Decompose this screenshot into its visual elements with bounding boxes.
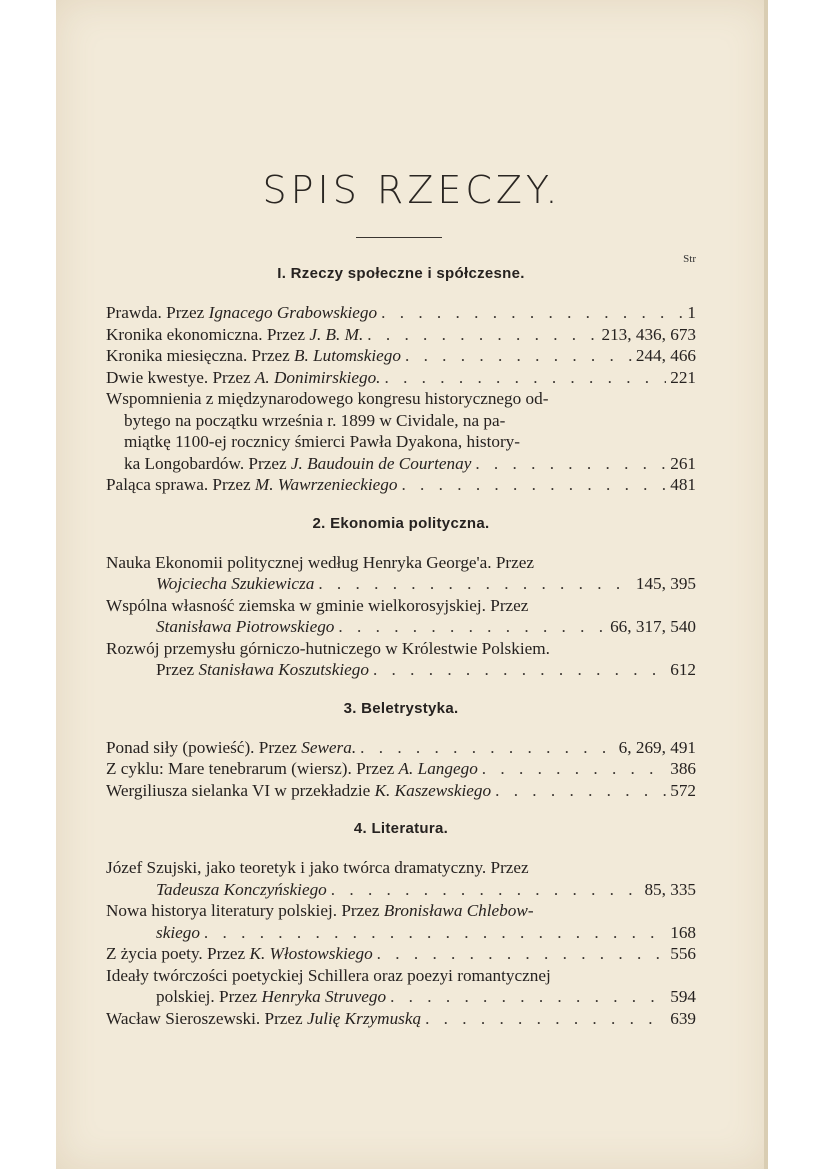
toc-entry [106,302,696,324]
page-number: 639 [670,1008,696,1028]
toc-entry [106,900,696,943]
entry-text: bytego na początku września r. 1899 w Cividale, na pa- [124,410,506,430]
entry-text [156,573,314,595]
entry-author: A. Langego [398,759,478,778]
toc-line [106,345,696,367]
page-number: 145, 395 [635,574,696,593]
toc-line [106,410,696,432]
leader-dots [338,616,606,638]
leader-dots [425,1008,666,1030]
toc-entry [106,552,696,595]
page-column-label: Str [683,253,696,265]
toc-entry [106,758,696,780]
entry-author: M. Wawrzenieckiego [254,475,398,494]
toc-line [106,1008,696,1030]
page-number: 594 [670,987,696,1006]
toc-line [106,659,696,681]
title-rule [356,237,442,238]
page-number: 612 [670,660,696,679]
entry-text: Z cyklu: Mare tenebrarum (wiersz). Przez A. Langego [106,759,478,778]
section-heading: 3. Beletrystyka. [343,699,459,717]
page-number: 556 [670,944,696,963]
entry-author: B. Lutomskiego [294,346,401,365]
page-number: 221 [670,367,696,387]
toc-line [106,879,696,901]
entry-author: Tadeusza Konczyńskiego [156,879,327,899]
entry-text: Wspólna własność ziemska w gminie wielkorosyjskiej. Przez [106,595,529,615]
section-heading: I. Rzeczy społeczne i spółczesne. [277,265,525,282]
entry-text: Wspomnienia z międzynarodowego kongresu historycznego od- [106,389,549,408]
toc-line [106,943,696,965]
entry-text: Przez Stanisława Koszutskiego [156,660,369,679]
entry-text: Nauka Ekonomii politycznej według Henryka George'a. Przez [106,552,535,572]
toc-line [106,922,696,944]
page-number: 6, 269, 491 [618,737,696,757]
entry-text: Prawda. Przez Ignacego Grabowskiego [106,303,378,322]
section-gap [106,681,696,695]
toc-line [106,737,696,759]
page-number: 85, 335 [644,879,696,899]
toc-entry [106,595,696,638]
page-number: 481 [670,475,696,494]
section-heading: 4. Literatura. [353,820,449,837]
section-gap [106,801,696,815]
page-number: 572 [670,780,696,800]
entry-text: Józef Szujski, jako teoretyk i jako twórca dramatyczny. Przez [106,858,529,877]
leader-dots [405,345,632,367]
entry-author: Henryka Struvego [261,987,387,1006]
page-number: 213, 436, 673 [601,324,696,344]
section-gap [106,1029,696,1043]
leader-dots [475,453,666,475]
page-number: 386 [670,759,696,778]
toc-entry [106,388,696,474]
entry-text: polskiej. Przez Henryka Struvego [156,987,387,1006]
entry-text: Ponad siły (powieść). Przez Sewera. [106,737,357,757]
leader-dots [401,474,666,496]
page-number: 261 [670,453,696,473]
leader-dots [384,367,666,389]
page-title: SPIS RZECZY. [262,168,562,212]
entry-author: Stanisława Piotrowskiego [156,617,335,636]
entry-text: Dwie kwestye. Przez A. Donimirskiego. [106,367,381,387]
leader-dots [377,943,667,965]
toc-line [106,857,696,879]
entry-author: K. Włostowskiego [249,944,373,963]
toc-sections [106,264,696,1043]
leader-dots [331,879,641,901]
entry-author: Wojciecha Szukiewicza [156,574,315,593]
entry-author: A. Donimirskiego. [254,367,381,387]
entry-author: J. B. M. [309,324,364,344]
section-heading: 2. Ekonomia polityczna. [312,514,490,532]
entry-author: skiego [156,922,200,942]
entry-author: Stanisława Koszutskiego [198,660,369,679]
toc-line [106,616,696,638]
table-of-contents [106,252,696,1043]
toc-entry [106,324,696,346]
toc-entry [106,737,696,759]
toc-line [106,638,696,660]
toc-entry [106,638,696,681]
entry-text [156,616,334,638]
toc-line [106,474,696,496]
entry-author: Sewera. [301,737,357,757]
toc-line [106,367,696,389]
toc-line [106,431,696,453]
toc-line [106,324,696,346]
toc-entry [106,965,696,1008]
entry-author: J. Baudouin de Courtenay [290,453,472,473]
page-number: 1 [687,303,696,322]
toc-line [106,986,696,1008]
leader-dots [360,737,615,759]
entry-text [156,879,327,901]
leader-dots [482,758,666,780]
page-number: 168 [670,922,696,942]
entry-text: Paląca sprawa. Przez M. Wawrzenieckiego [106,475,398,494]
toc-line [106,453,696,475]
toc-line [106,388,696,410]
entry-author: Julię Krzymuską [306,1008,422,1028]
toc-entry [106,780,696,802]
entry-text: Nowa historya literatury polskiej. Przez Bronisława Chlebow- [106,901,534,920]
toc-entry [106,1008,696,1030]
leader-dots [381,302,683,324]
leader-dots [495,780,666,802]
toc-line [106,573,696,595]
page-number: 66, 317, 540 [610,617,696,636]
entry-text: Wergiliusza sielanka VI w przekładzie K. Kaszewskiego [106,780,492,800]
leader-dots [318,573,632,595]
entry-text: Kronika miesięczna. Przez B. Lutomskiego [106,346,401,365]
entry-text: ka Longobardów. Przez J. Baudouin de Courtenay [124,453,472,473]
toc-entry [106,857,696,900]
toc-entry [106,367,696,389]
entry-author: Ignacego Grabowskiego [208,303,378,322]
entry-text: Ideały twórczości poetyckiej Schillera oraz poezyi romantycznej [106,965,551,985]
toc-line [106,780,696,802]
toc-line [106,552,696,574]
page-number: 244, 466 [635,346,696,365]
toc-entry [106,474,696,496]
section-gap [106,496,696,510]
entry-text: miątkę 1100-ej rocznicy śmierci Pawła Dyakona, history- [124,432,520,451]
toc-line [106,758,696,780]
entry-author: Bronisława Chlebow- [383,901,534,920]
entry-text: Rozwój przemysłu górniczo-hutniczego w Królestwie Polskiem. [106,638,550,658]
leader-dots [373,659,666,681]
leader-dots [204,922,666,944]
entry-text: Z życia poety. Przez K. Włostowskiego [106,944,373,963]
toc-entry [106,345,696,367]
toc-line [106,595,696,617]
leader-dots [390,986,666,1008]
toc-line [106,965,696,987]
entry-author: K. Kaszewskiego [374,780,492,800]
entry-text: Kronika ekonomiczna. Przez J. B. M. [106,324,364,344]
toc-line [106,302,696,324]
toc-entry [106,943,696,965]
book-page [56,0,768,1169]
leader-dots [367,324,597,346]
toc-line [106,900,696,922]
entry-text: Wacław Sieroszewski. Przez Julię Krzymuską [106,1008,422,1028]
entry-text [156,922,200,944]
